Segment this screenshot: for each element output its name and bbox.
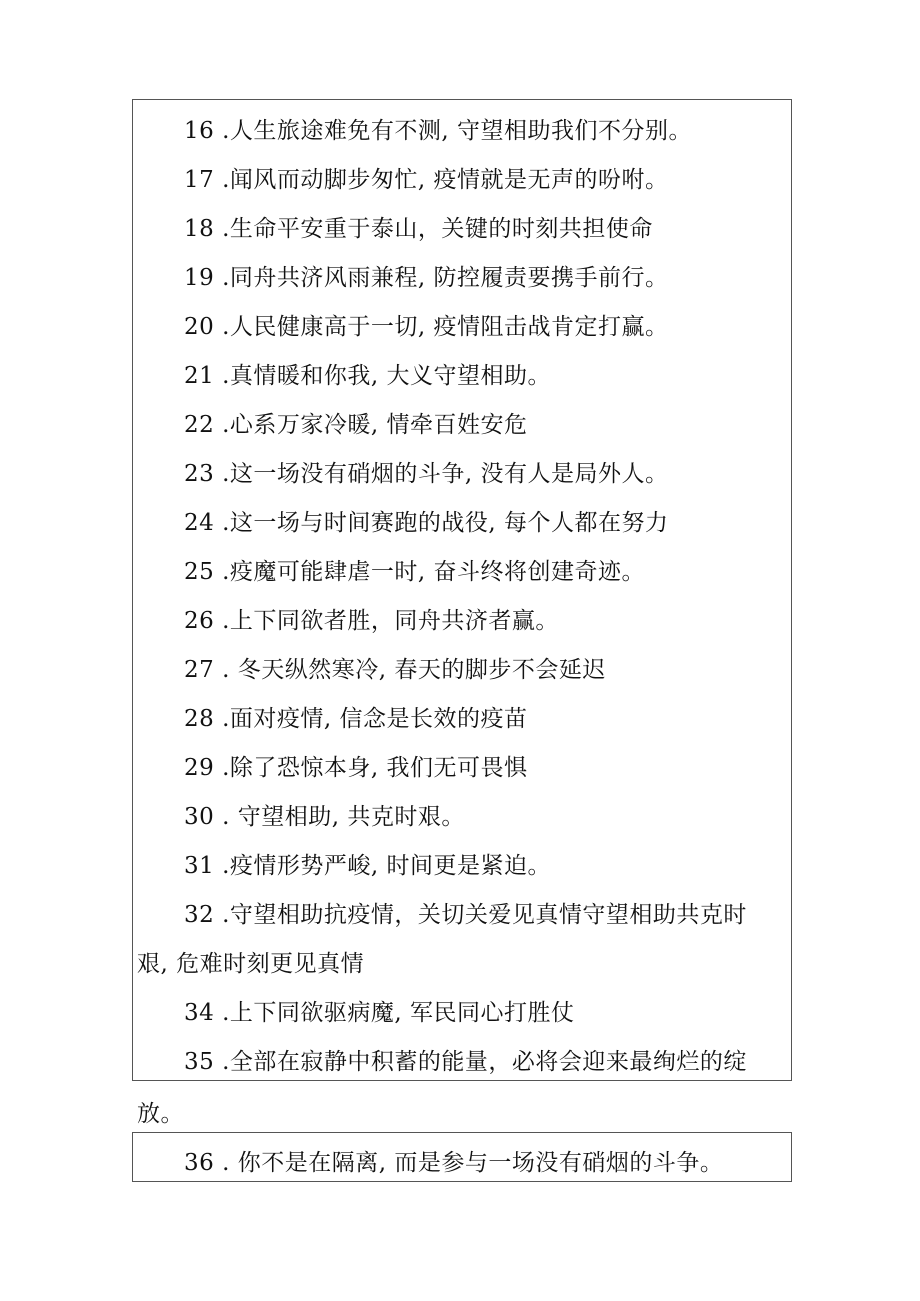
slogan-line-32-continued: 艰, 危难时刻更见真情 bbox=[137, 951, 365, 977]
slogan-line-23: 23 .这一场没有硝烟的斗争, 没有人是局外人。 bbox=[184, 461, 669, 487]
slogan-line-35: 35 .全部在寂静中积蓄的能量，必将会迎来最绚烂的绽 bbox=[184, 1049, 747, 1075]
slogan-line-29: 29 .除了恐惊本身, 我们无可畏惧 bbox=[184, 755, 528, 781]
slogan-line-18: 18 .生命平安重于泰山，关键的时刻共担使命 bbox=[184, 216, 653, 242]
table-border-main bbox=[132, 99, 792, 1081]
slogan-line-17: 17 .闻风而动脚步匆忙, 疫情就是无声的吩咐。 bbox=[184, 167, 669, 193]
slogan-line-27: 27 . 冬天纵然寒冷, 春天的脚步不会延迟 bbox=[184, 657, 606, 683]
slogan-line-19: 19 .同舟共济风雨兼程, 防控履责要携手前行。 bbox=[184, 265, 669, 291]
slogan-line-31: 31 .疫情形势严峻, 时间更是紧迫。 bbox=[184, 853, 552, 879]
slogan-line-24: 24 .这一场与时间赛跑的战役, 每个人都在努力 bbox=[184, 510, 669, 536]
slogan-line-20: 20 .人民健康高于一切, 疫情阻击战肯定打赢。 bbox=[184, 314, 669, 340]
slogan-line-32: 32 .守望相助抗疫情，关切关爱见真情守望相助共克时 bbox=[184, 902, 747, 928]
slogan-line-21: 21 .真情暖和你我, 大义守望相助。 bbox=[184, 363, 552, 389]
slogan-line-34: 34 .上下同欲驱病魔, 军民同心打胜仗 bbox=[184, 1000, 575, 1026]
slogan-line-30: 30 . 守望相助, 共克时艰。 bbox=[184, 804, 465, 830]
slogan-line-28: 28 .面对疫情, 信念是长效的疫苗 bbox=[184, 706, 528, 732]
slogan-line-22: 22 .心系万家冷暖, 情牵百姓安危 bbox=[184, 412, 528, 438]
slogan-line-25: 25 .疫魔可能肆虐一时, 奋斗终将创建奇迹。 bbox=[184, 559, 646, 585]
slogan-line-36: 36 . 你不是在隔离, 而是参与一场没有硝烟的斗争。 bbox=[184, 1150, 724, 1176]
slogan-line-35-continued: 放。 bbox=[137, 1101, 184, 1127]
slogan-line-16: 16 .人生旅途难免有不测, 守望相助我们不分别。 bbox=[184, 118, 693, 144]
slogan-line-26: 26 .上下同欲者胜，同舟共济者赢。 bbox=[184, 608, 559, 634]
